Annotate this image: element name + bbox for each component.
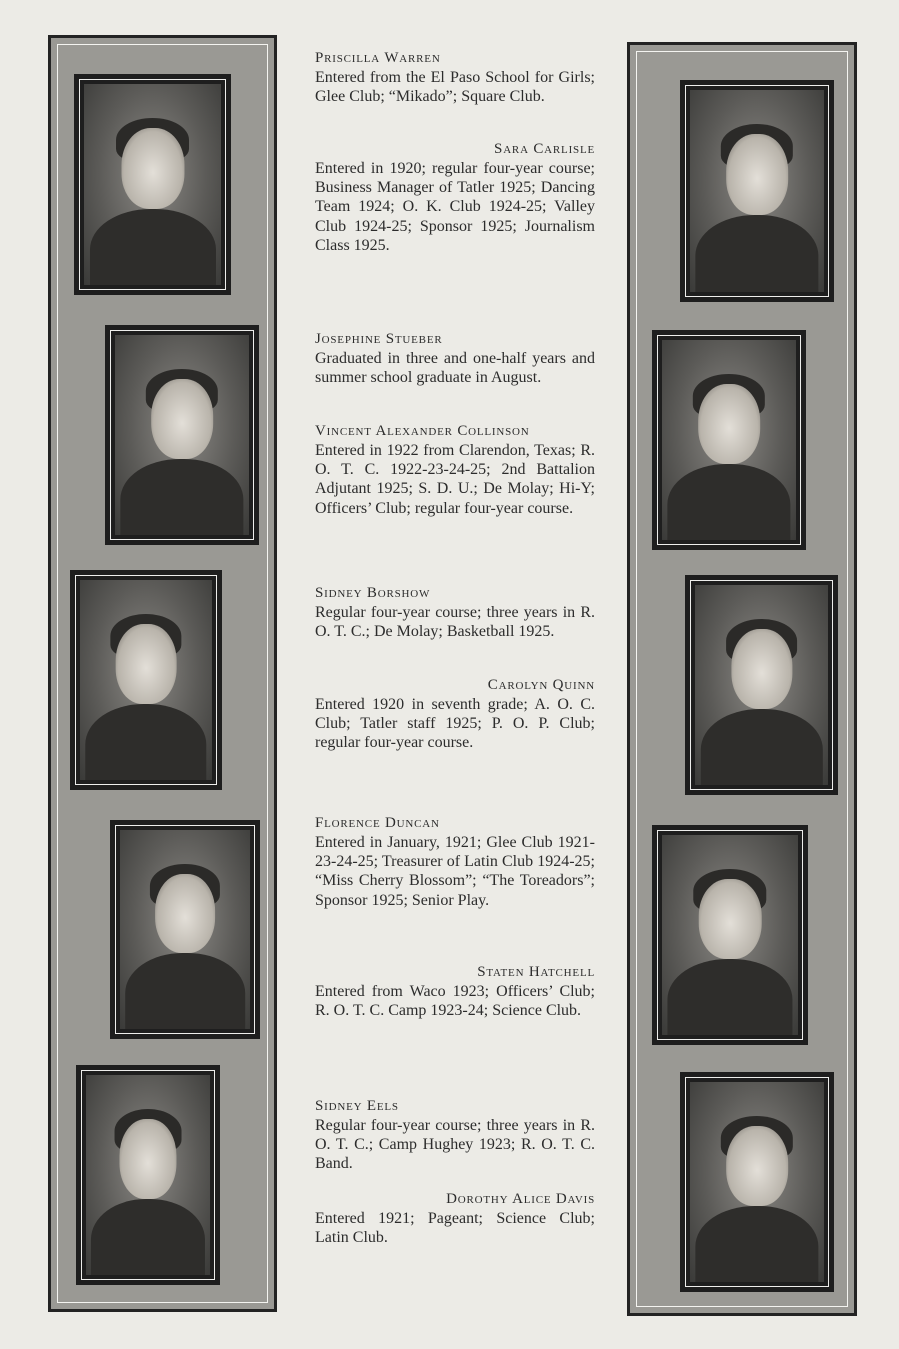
entry-name: Staten Hatchell [477, 964, 595, 980]
entry-description: Entered from the El Paso School for Girls; Glee Club; “Mikado”; Square Club. [315, 69, 595, 106]
entry-description: Graduated in three and one-half years and summer school graduate in August. [315, 350, 595, 387]
entry-dorothy-alice-davis [315, 1190, 595, 1247]
entry-josephine-stueber [315, 330, 595, 387]
portrait-priscilla-warren [74, 74, 231, 295]
entry-description: Regular four-year course; three years in R. O. T. C.; De Molay; Basketball 1925. [315, 604, 595, 641]
entry-description: Regular four-year course; three years in R. O. T. C.; Camp Hughey 1923; R. O. T. C. Band. [315, 1117, 595, 1173]
entry-name: Dorothy Alice Davis [446, 1191, 595, 1207]
portrait-sidney-borshow [70, 570, 222, 790]
entry-description: Entered in 1920; regular four-year course; Business Manager of Tatler 1925; Dancing Team 1924; O. K. Club 1924-25; Valley Club 1924-25; Sponsor 1925; Journalism Class 1925. [315, 160, 595, 254]
entry-name: Sara Carlisle [494, 141, 595, 157]
portrait-staten-hatchell [652, 825, 808, 1045]
entry-name: Sidney Eels [315, 1098, 399, 1114]
entry-description: Entered 1920 in seventh grade; A. O. C. Club; Tatler staff 1925; P. O. P. Club; regular four-year course. [315, 696, 595, 752]
portrait-vincent-alexander-collinson [652, 330, 806, 550]
entry-name: Carolyn Quinn [487, 677, 595, 693]
entry-staten-hatchell [315, 963, 595, 1020]
entry-carolyn-quinn [315, 676, 595, 753]
portrait-sara-carlisle [680, 80, 834, 302]
entry-name: Priscilla Warren [315, 50, 441, 66]
entry-description: Entered in 1922 from Clarendon, Texas; R. O. T. C. 1922-23-24-25; 2nd Battalion Adjutant 1925; S. D. U.; De Molay; Hi-Y; Officers’ Club; regular four-year course. [315, 442, 595, 517]
entry-description: Entered in January, 1921; Glee Club 1921-23-24-25; Treasurer of Latin Club 1924-25; “Miss Cherry Blossom”; “The Toreadors”; Sponsor 1925; Senior Play. [315, 834, 595, 909]
portrait-dorothy-alice-davis [680, 1072, 834, 1292]
portrait-florence-duncan [110, 820, 260, 1039]
entry-name: Sidney Borshow [315, 585, 431, 601]
entry-name: Josephine Stueber [315, 331, 443, 347]
portrait-carolyn-quinn [685, 575, 838, 795]
entry-description: Entered 1921; Pageant; Science Club; Latin Club. [315, 1210, 595, 1247]
entry-name: Florence Duncan [315, 815, 440, 831]
portrait-sidney-eels [76, 1065, 220, 1285]
portrait-josephine-stueber [105, 325, 259, 545]
entry-florence-duncan [315, 814, 595, 910]
entry-description: Entered from Waco 1923; Officers’ Club; R. O. T. C. Camp 1923-24; Science Club. [315, 983, 595, 1020]
entry-sidney-borshow [315, 584, 595, 641]
entry-sara-carlisle [315, 140, 595, 255]
entry-name: Vincent Alexander Collinson [315, 423, 530, 439]
entry-vincent-alexander-collinson [315, 422, 595, 518]
entry-priscilla-warren [315, 49, 595, 106]
entry-sidney-eels [315, 1097, 595, 1174]
